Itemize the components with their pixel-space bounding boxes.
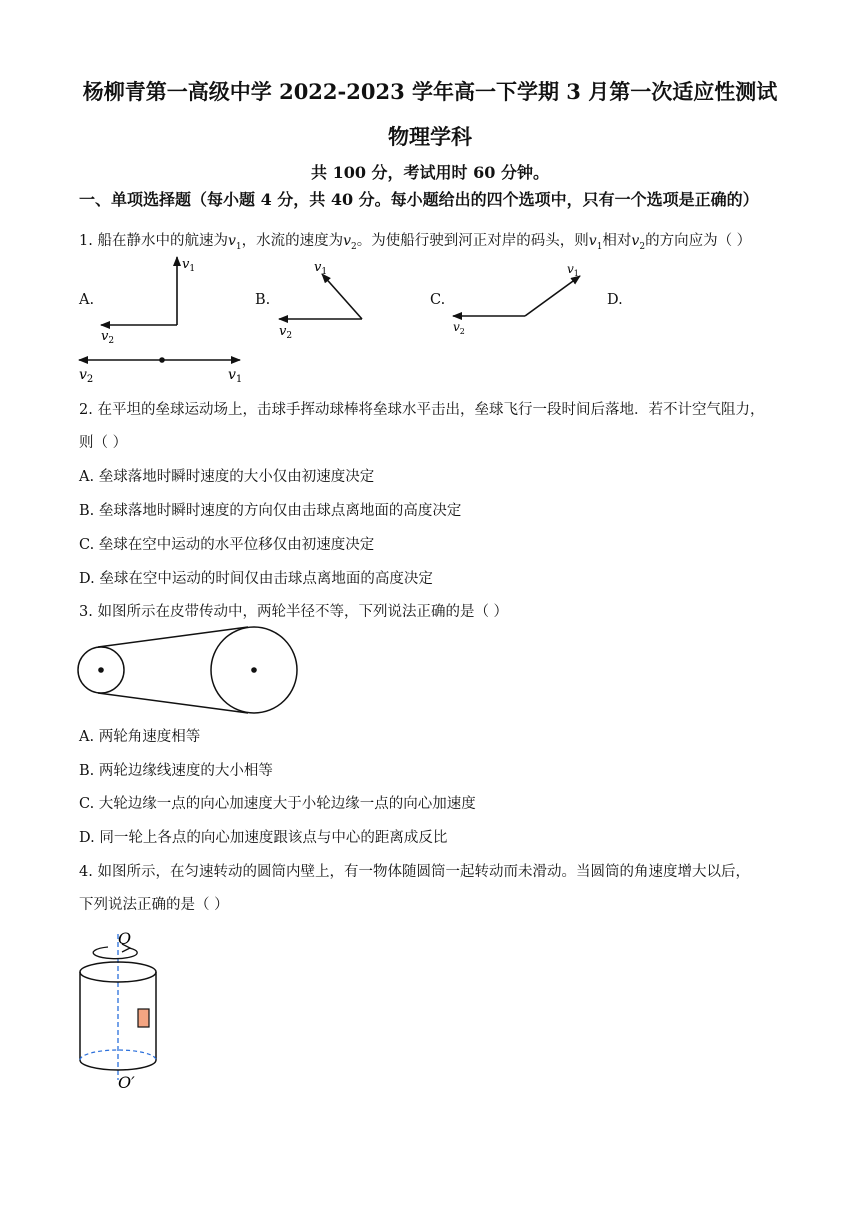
question-4-stem-line2: 下列说法正确的是（ ） <box>79 897 229 913</box>
q1-option-a-label: A. <box>79 292 95 308</box>
fig-a-v1-label: $v_1$ <box>182 257 196 274</box>
q1-text-5: 的方向应为（ ） <box>645 233 752 249</box>
fig-d-v1-label: $v_1$ <box>228 367 243 385</box>
small-wheel-center <box>98 667 104 673</box>
v1-symbol-2: $v_1$ <box>588 233 603 252</box>
rotating-cylinder-figure <box>60 920 200 1095</box>
exam-title: 杨柳青第一高级中学 2022-2023 学年高一下学期 3 月第一次适应性测试 <box>82 79 778 104</box>
q3-option-a: A. 两轮角速度相等 <box>79 729 201 745</box>
q2-option-b: B. 垒球落地时瞬时速度的方向仅由击球点离地面的高度决定 <box>79 503 462 519</box>
v2-symbol: $v_2$ <box>343 233 357 252</box>
q1-option-d-label: D. <box>607 292 623 308</box>
question-3-stem: 3. 如图所示在皮带传动中，两轮半径不等，下列说法正确的是（ ） <box>79 604 509 620</box>
question-2-stem-line2: 则（ ） <box>79 435 128 451</box>
fig-c-v1-label: $v_1$ <box>567 262 579 278</box>
q2-option-a: A. 垒球落地时瞬时速度的大小仅由初速度决定 <box>79 469 375 485</box>
q1-option-b-label: B. <box>255 292 271 308</box>
v2-symbol-2: $v_2$ <box>631 233 646 252</box>
q1-option-c-label: C. <box>430 292 446 308</box>
section-heading: 一、单项选择题（每小题 4 分，共 40 分。每小题给出的四个选项中，只有一个选项是正确的） <box>79 190 759 209</box>
q3-option-d: D. 同一轮上各点的向心加速度跟该点与中心的距离成反比 <box>79 830 448 846</box>
object-block <box>138 1009 149 1027</box>
large-wheel-center <box>251 667 257 673</box>
belt-drive-figure <box>0 620 320 720</box>
question-4-stem-line1: 4. 如图所示，在匀速转动的圆筒内壁上，有一物体随圆筒一起转动而未滑动。当圆筒的角速度增大以后， <box>79 864 750 880</box>
exam-info: 共 100 分，考试用时 60 分钟。 <box>311 163 549 182</box>
fig-d-center-dot <box>159 357 165 363</box>
fig-c-v1-arrow <box>525 276 580 316</box>
q3-option-c: C. 大轮边缘一点的向心加速度大于小轮边缘一点的向心加速度 <box>79 796 476 812</box>
subject-title: 物理学科 <box>388 124 472 149</box>
q2-option-d: D. 垒球在空中运动的时间仅由击球点离地面的高度决定 <box>79 571 433 587</box>
fig-a-v2-label: $v_2$ <box>101 329 115 346</box>
fig-d-v2-label: $v_2$ <box>79 367 94 385</box>
q1-figure-d <box>79 357 242 385</box>
fig-b-v1-label: $v_1$ <box>314 260 328 277</box>
fig-c-v2-label: $v_2$ <box>453 320 465 336</box>
fig-b-v2-label: $v_2$ <box>279 324 293 341</box>
question-2-stem-line1: 2. 在平坦的垒球运动场上，击球手挥动球棒将垒球水平击出，垒球飞行一段时间后落地．若不计空气阻力， <box>79 402 765 418</box>
v1-symbol: $v_1$ <box>227 233 242 252</box>
q1-text-2: ，水流的速度为 <box>241 233 344 249</box>
axis-label-o: O <box>118 929 132 948</box>
q1-text-1: 1. 船在静水中的航速为 <box>79 233 228 249</box>
q1-figures <box>0 0 860 400</box>
q1-text-3: 。为使船行驶到河正对岸的码头，则 <box>356 233 589 249</box>
q3-option-b: B. 两轮边缘线速度的大小相等 <box>79 763 273 779</box>
q1-figure-b <box>279 260 362 341</box>
q1-figure-a <box>101 257 195 346</box>
fig-b-v1-arrow <box>322 274 362 319</box>
axis-label-o-prime: O′ <box>118 1073 135 1092</box>
q1-text-4: 相对 <box>602 233 632 249</box>
q1-figure-c <box>453 262 580 336</box>
rotation-arrow-icon <box>93 947 137 959</box>
q2-option-c: C. 垒球在空中运动的水平位移仅由初速度决定 <box>79 537 375 553</box>
